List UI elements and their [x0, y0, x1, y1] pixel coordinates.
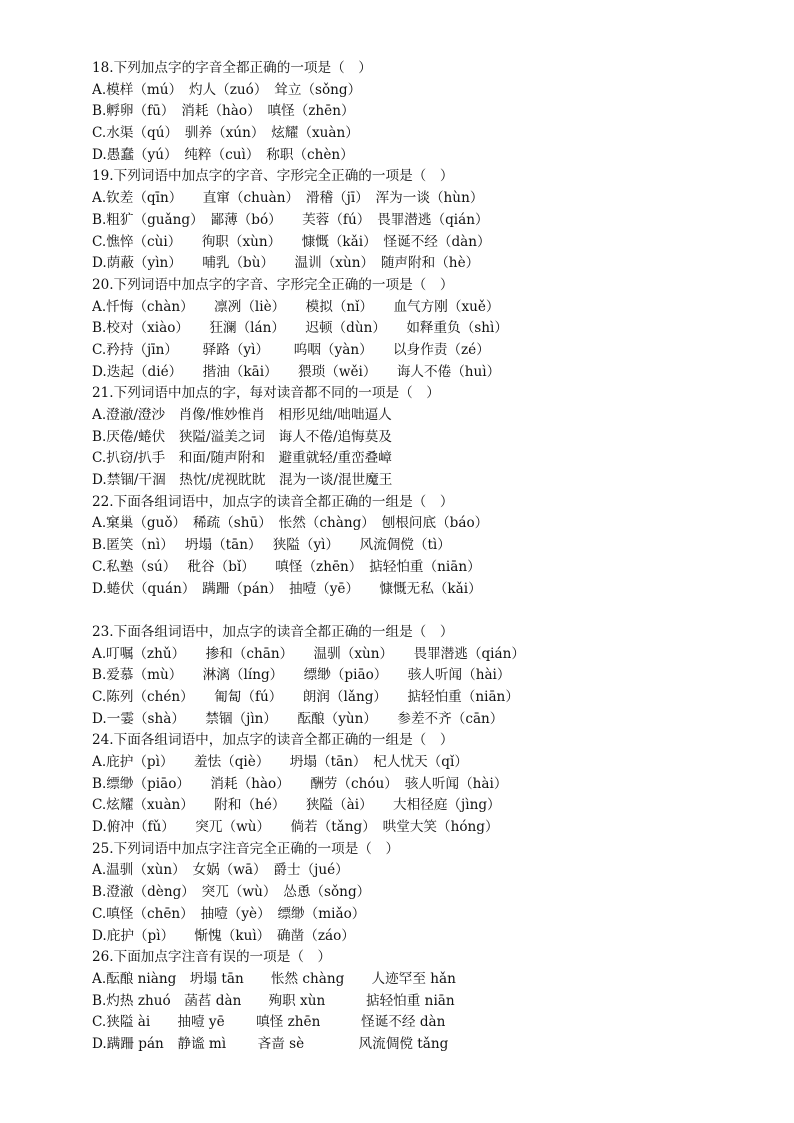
q18-option-a: A.模样（mú） 灼人（zuó） 耸立（sǒng）: [92, 81, 362, 98]
q18-option-d: D.愚蠢（yú） 纯粹（cuì） 称职（chèn）: [92, 146, 354, 163]
q25-option-b: B.澄澈（dèng） 突兀（wù） 怂恿（sǒng）: [92, 884, 371, 901]
q19-option-a: A.钦差（qīn） 直窜（chuàn） 滑稽（jī） 浑为一谈（hùn）: [92, 190, 484, 207]
q22-stem: 22.下面各组词语中，加点字的读音全都正确的一组是（ ）: [92, 493, 454, 510]
q19-option-b: B.粗犷（guǎng） 鄙薄（bó） 芙蓉（fú） 畏罪潜逃（qián）: [92, 211, 489, 228]
q21-stem: 21.下列词语中加点的字，每对读音都不同的一项是（ ）: [92, 385, 440, 402]
question-page: [92, 58, 742, 1056]
q19-stem: 19.下列词语中加点字的字音、字形完全正确的一项是（ ）: [92, 168, 454, 185]
q22-option-c: C.私塾（sú） 秕谷（bǐ） 嗔怪（zhēn） 掂轻怕重（niān）: [92, 558, 481, 575]
q20-stem: 20.下列词语中加点字的字音、字形完全正确的一项是（ ）: [92, 276, 454, 293]
q23-option-a: A.叮嘱（zhǔ） 掺和（chān） 温驯（xùn） 畏罪潜逃（qián）: [92, 645, 525, 662]
blank-line: [92, 600, 742, 622]
q26-option-b: B.灼热 zhuó 菡萏 dàn 殉职 xùn 掂轻怕重 niān: [92, 992, 455, 1009]
q21-option-a: A.澄澈/澄沙 肖像/惟妙惟肖 相形见绌/咄咄逼人: [92, 407, 392, 423]
q20-option-a: A.忏悔（chàn） 凛冽（liè） 模拟（nǐ） 血气方刚（xuě）: [92, 298, 500, 315]
q23-option-d: D.一霎（shà） 禁锢（jìn） 酝酿（yùn） 参差不齐（cān）: [92, 710, 504, 727]
q22-option-b: B.匿笑（nì） 坍塌（tān） 狭隘（yì） 风流倜傥（tì）: [92, 537, 451, 554]
q22-option-d: D.蜷伏（quán） 蹒跚（pán） 抽噎（yē） 慷慨无私（kǎi）: [92, 580, 482, 597]
q19-option-d: D.荫蔽（yìn） 哺乳（bù） 温训（xùn） 随声附和（hè）: [92, 255, 480, 272]
q18-option-b: B.孵卵（fū） 消耗（hào） 嗔怪（zhēn）: [92, 103, 355, 120]
q18-option-c: C.水渠（qú） 驯养（xún） 炫耀（xuàn）: [92, 125, 359, 142]
q23-option-b: B.爱慕（mù） 淋漓（líng） 缥缈（piāo） 骇人听闻（hài）: [92, 667, 511, 684]
q21-option-d: D.禁锢/干涸 热忱/虎视眈眈 混为一谈/混世魔王: [92, 472, 393, 489]
q20-option-b: B.校对（xiào） 狂澜（lán） 迟顿（dùn） 如释重负（shì）: [92, 320, 508, 337]
q20-option-d: D.迭起（dié） 揩油（kāi） 猥琐（wěi） 诲人不倦（huì）: [92, 363, 501, 380]
q24-option-c: C.炫耀（xuàn） 附和（hé） 狭隘（ài） 大相径庭（jìng）: [92, 797, 501, 814]
q25-option-d: D.庇护（pì） 惭愧（kuì） 确凿（záo）: [92, 927, 355, 944]
q21-option-c: C.扒窃/扒手 和面/随声附和 避重就轻/重峦叠嶂: [92, 450, 392, 467]
q21-option-b: B.厌倦/蜷伏 狭隘/溢美之词 诲人不倦/追悔莫及: [92, 428, 392, 445]
q26-option-a: A.酝酿 niàng 坍塌 tān 怅然 chàng 人迹罕至 hǎn: [92, 970, 456, 987]
q26-stem: 26.下面加点字注音有误的一项是（ ）: [92, 949, 332, 966]
q20-option-c: C.矜持（jīn） 驿路（yì） 呜咽（yàn） 以身作责（zé）: [92, 341, 490, 358]
q26-option-c: C.狭隘 ài 抽噎 yē 嗔怪 zhēn 怪诞不经 dàn: [92, 1014, 446, 1031]
q26-option-d: D.蹒跚 pán 静谧 mì 吝啬 sè 风流倜傥 tǎng: [92, 1035, 449, 1052]
q19-option-c: C.憔悴（cùi） 徇职（xùn） 慷慨（kǎi） 怪诞不经（dàn）: [92, 233, 491, 250]
q24-stem: 24.下面各组词语中，加点字的读音全都正确的一组是（ ）: [92, 732, 454, 749]
q24-option-d: D.俯冲（fǔ） 突兀（wù） 倘若（tǎng） 哄堂大笑（hóng）: [92, 819, 499, 836]
q18-stem: 18.下列加点字的字音全都正确的一项是（ ）: [92, 60, 372, 76]
q23-stem: 23.下面各组词语中，加点字的读音全都正确的一组是（ ）: [92, 623, 454, 640]
q25-option-c: C.嗔怪（chēn） 抽噎（yè） 缥缈（miǎo）: [92, 905, 366, 922]
q23-option-c: C.陈列（chén） 匍匐（fú） 朗润（lǎng） 掂轻怕重（niān）: [92, 688, 519, 705]
q22-option-a: A.窠巢（guǒ） 稀疏（shū） 怅然（chàng） 刨根问底（báo）: [92, 515, 489, 532]
q25-stem: 25.下列词语中加点字注音完全正确的一项是（ ）: [92, 840, 400, 857]
q24-option-a: A.庇护（pì） 羞怯（qiè） 坍塌（tān） 杞人忧天（qǐ）: [92, 754, 468, 770]
q25-option-a: A.温驯（xùn） 女娲（wā） 爵士（jué）: [92, 862, 349, 879]
q24-option-b: B.缥缈（piāo） 消耗（hào） 酬劳（chóu） 骇人听闻（hài）: [92, 775, 508, 792]
